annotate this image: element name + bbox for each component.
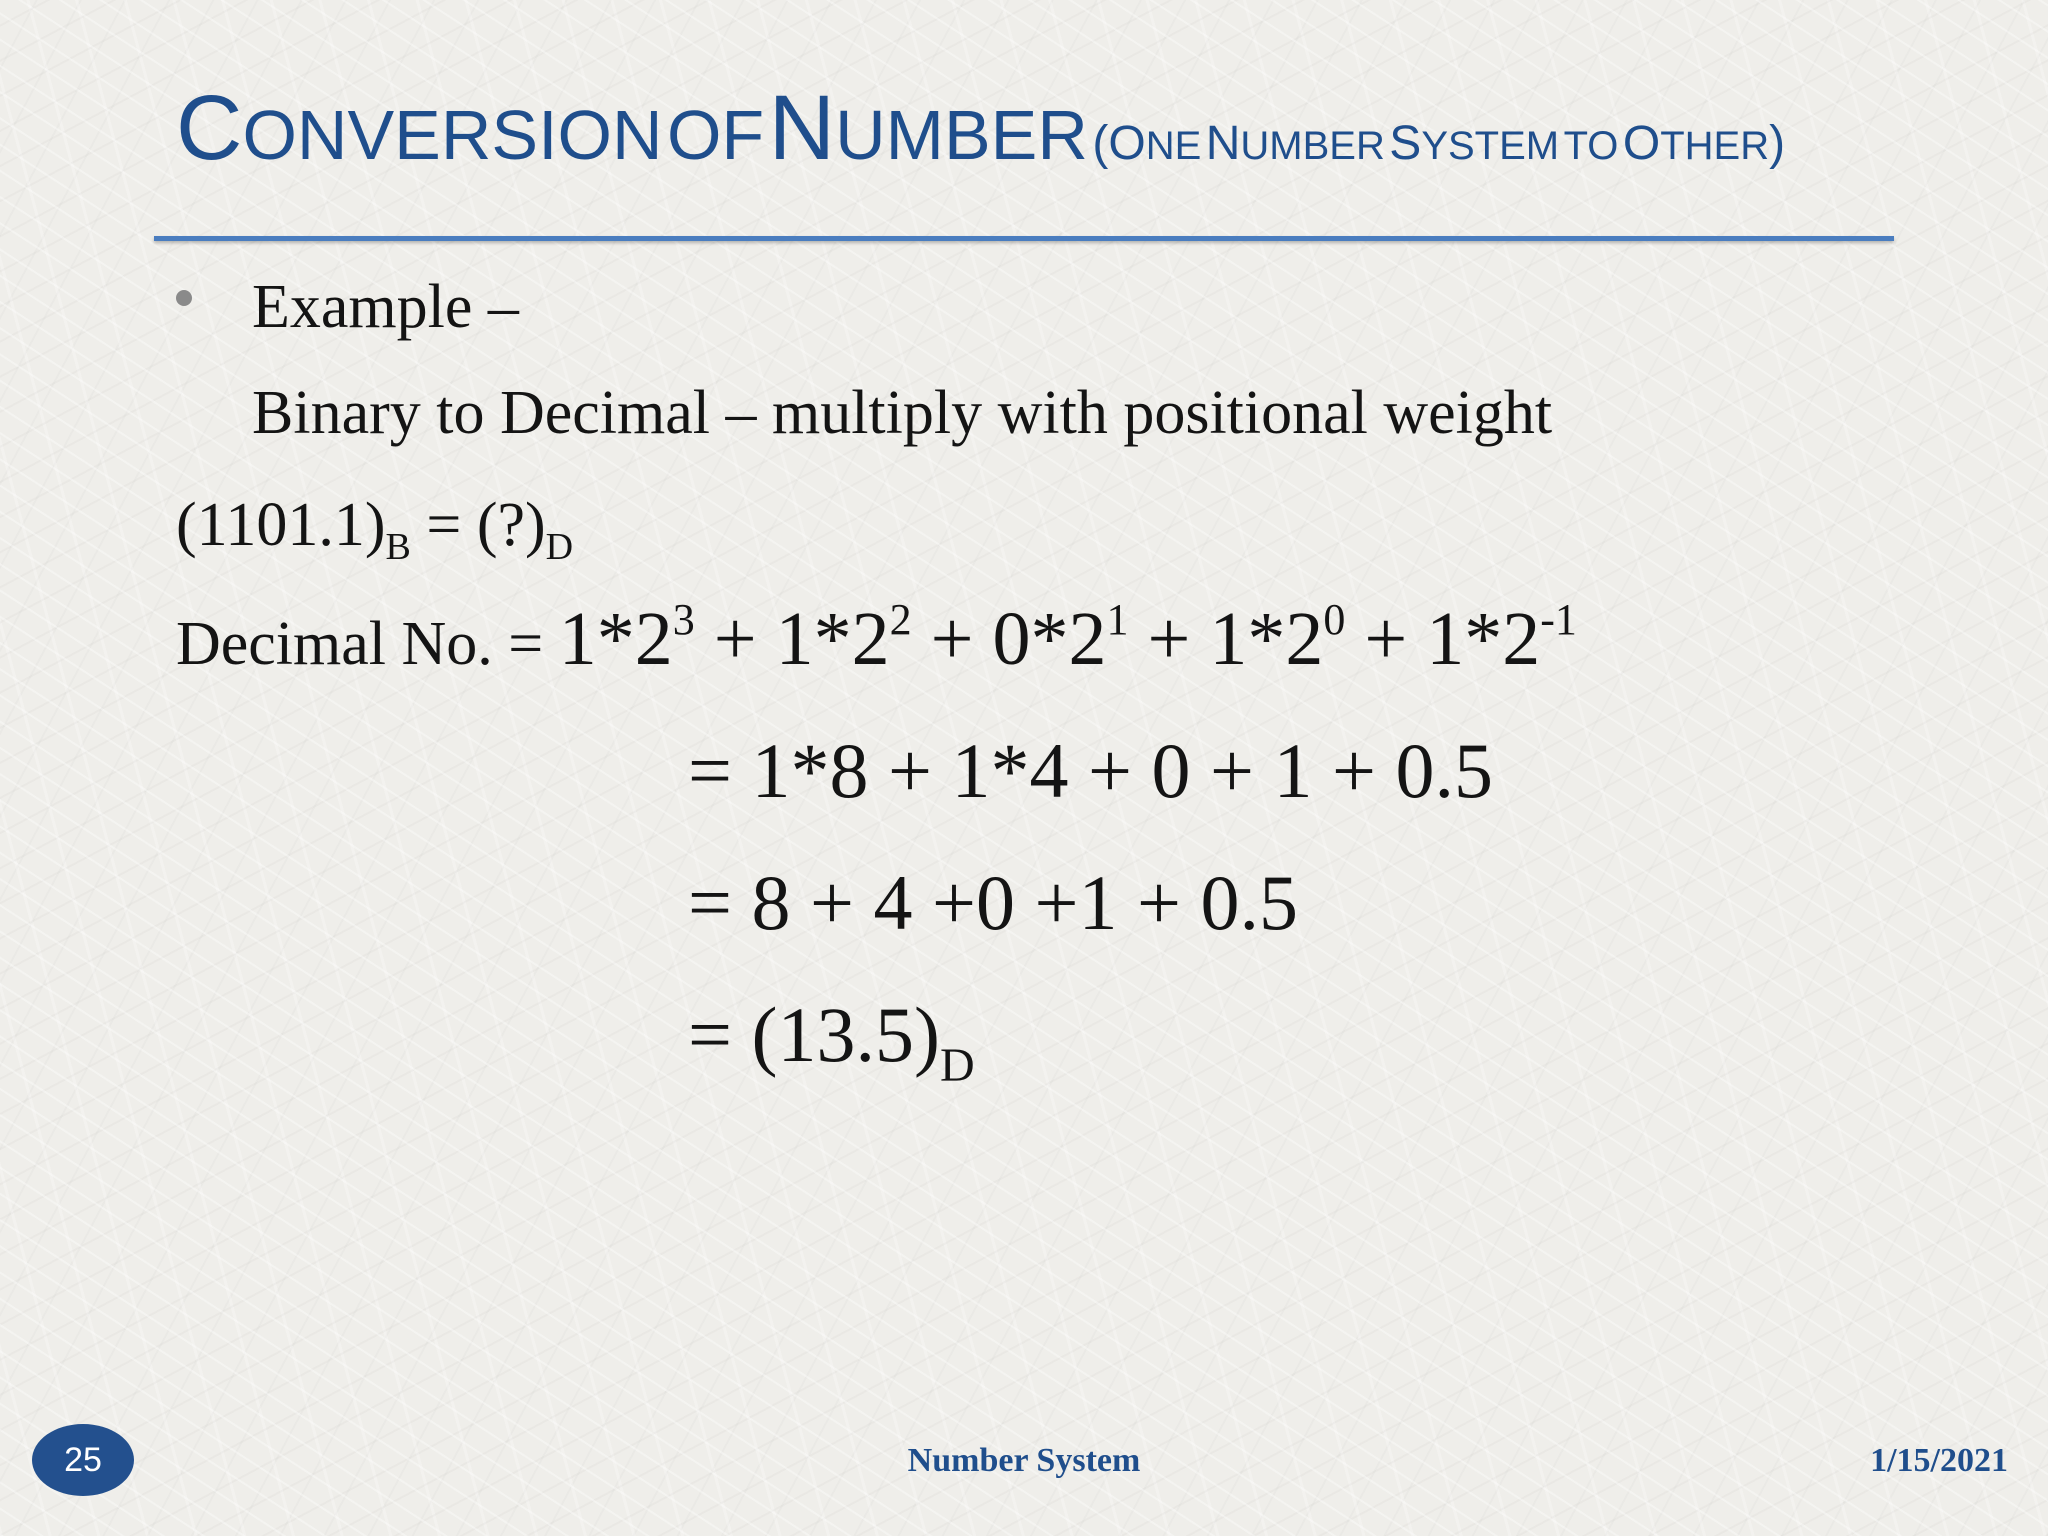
expansion-term: + 1*2: [1128, 597, 1324, 681]
title-subtitle: UMBER: [1240, 124, 1385, 168]
conversion-question: [176, 490, 573, 569]
expansion-term: + 1*2: [1345, 597, 1541, 681]
title-text: OF: [666, 96, 765, 174]
result-value: = (13.5): [688, 991, 940, 1078]
slide-title: [176, 77, 1786, 179]
bullet-icon: [176, 290, 192, 306]
title-subtitle: TO: [1563, 124, 1619, 168]
title-subtitle: ): [1769, 117, 1786, 170]
calculation-result: [688, 990, 975, 1093]
expansion-term: + 1*2: [694, 597, 890, 681]
title-text: N: [768, 77, 836, 179]
title-subtitle: YSTEM: [1421, 124, 1560, 168]
binary-subscript: B: [385, 526, 411, 568]
expansion-exponent: 3: [672, 595, 695, 644]
calculation-step-2: = 8 + 4 +0 +1 + 0.5: [688, 859, 1298, 946]
calculation-step-1: = 1*8 + 1*4 + 0 + 1 + 0.5: [688, 727, 1493, 814]
title-subtitle: NE: [1145, 124, 1202, 168]
title-text: C: [176, 77, 243, 179]
title-subtitle: (O: [1092, 117, 1146, 170]
result-subscript: D: [939, 1039, 975, 1092]
expansion-exponent: 0: [1323, 595, 1346, 644]
question-equals: = (?): [410, 491, 546, 559]
footer-title: Number System: [907, 1442, 1141, 1479]
decimal-subscript: D: [545, 526, 574, 568]
expansion-exponent: 1: [1106, 595, 1129, 644]
expansion-term: + 0*2: [911, 597, 1107, 681]
title-subtitle: S: [1389, 117, 1422, 170]
footer-date: 1/15/2021: [1870, 1442, 2008, 1479]
title-text: UMBER: [835, 96, 1088, 174]
bullet-example-label: Example –: [252, 273, 519, 341]
title-subtitle: N: [1205, 117, 1241, 170]
title-divider: [154, 236, 1894, 241]
title-subtitle: O: [1622, 117, 1661, 170]
slide-number: 25: [64, 1440, 102, 1479]
expansion-exponent: -1: [1540, 595, 1577, 644]
title-text: ONVERSION: [242, 96, 663, 174]
expansion-term: 1*2: [558, 597, 673, 681]
binary-value: (1101.1): [176, 491, 386, 559]
title-subtitle: THER: [1660, 124, 1770, 168]
bullet-subheading: Binary to Decimal – multiply with positional weight: [252, 379, 1553, 447]
decimal-expansion: [176, 594, 1577, 683]
expansion-exponent: 2: [889, 595, 912, 644]
expansion-lead: Decimal No. =: [176, 610, 559, 678]
